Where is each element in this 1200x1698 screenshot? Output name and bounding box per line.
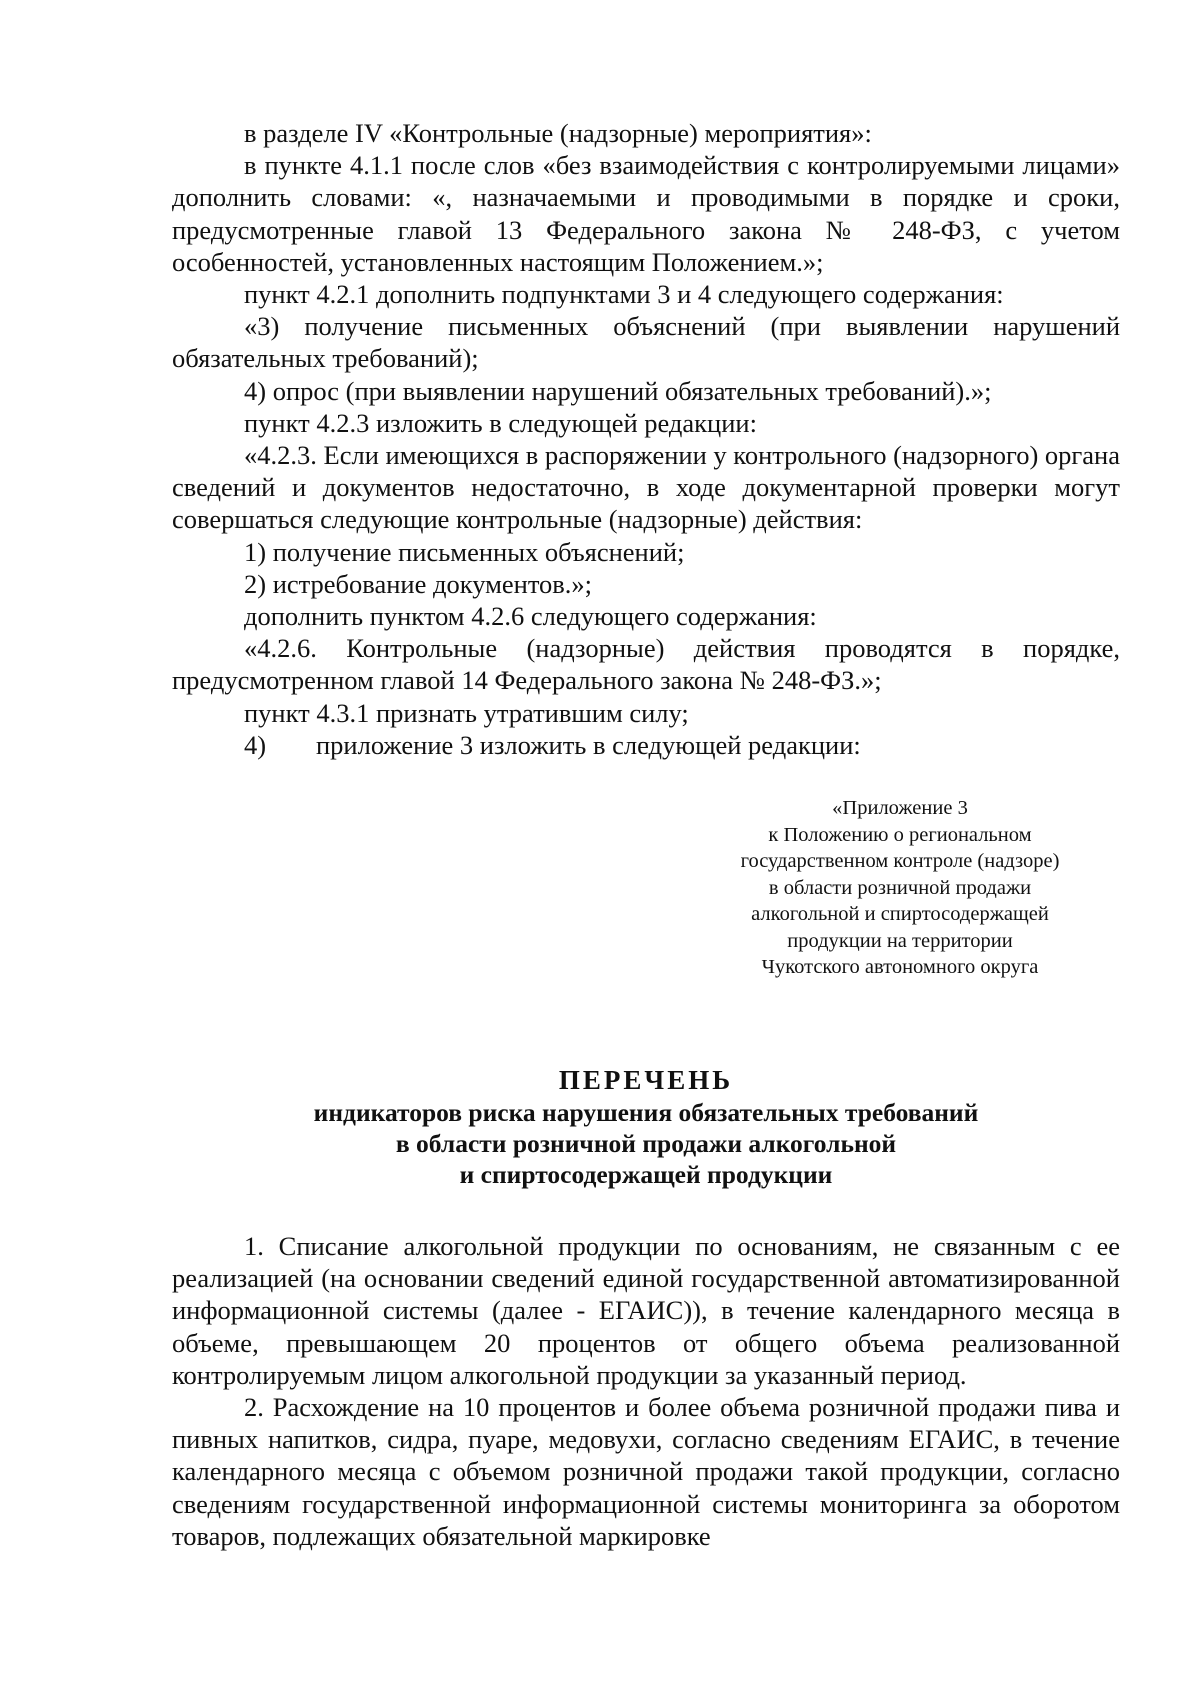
paragraph: пункт 4.2.1 дополнить подпунктами 3 и 4 следующего содержания:	[244, 279, 1004, 310]
paragraph: дополнить пунктом 4.2.6 следующего содержания:	[244, 601, 817, 632]
paragraph: в пункте 4.1.1 после слов «без взаимодействия с контролируемыми лицами» дополнить словами: «, назначаемыми и проводимыми в порядке и сроки, предусмотренные главой 13 Федерального закона № 248-ФЗ, с учетом особенностей, установленных настоящим Положением.»;	[172, 150, 1120, 277]
appendix-line: продукции на территории	[787, 929, 1013, 952]
appendix-line: к Положению о региональном	[768, 823, 1032, 846]
list-item: 2. Расхождение на 10 процентов и более объема розничной продажи пива и пивных напитков, сидра, пуаре, медовухи, согласно сведениям ЕГАИС, в течение календарного месяца с объемом розничной продажи такой продукции, согласно сведениям государственной информационной системы мониторинга за оборотом товаров, подлежащих обязательной маркировке	[172, 1392, 1120, 1551]
amendments-text	[172, 117, 1120, 761]
paragraph: пункт 4.2.3 изложить в следующей редакции:	[244, 407, 757, 438]
heading-line: индикаторов риска нарушения обязательных требований	[313, 1098, 979, 1127]
appendix-caption	[700, 795, 1100, 981]
paragraph: «4.2.3. Если имеющихся в распоряжении у контрольного (надзорного) органа сведений и документов недостаточно, в ходе документарной проверки могут совершаться следующие контрольные (надзорные) действия:	[172, 440, 1120, 535]
item-number: 4)	[244, 729, 267, 760]
appendix-line: Чукотского автономного округа	[761, 956, 1039, 978]
heading-line: в области розничной продажи алкогольной	[395, 1129, 897, 1158]
heading-line: и спиртосодержащей продукции	[459, 1160, 833, 1189]
paragraph: 2) истребование документов.»;	[244, 568, 593, 599]
paragraph: «3) получение письменных объяснений (при выявлении нарушений обязательных требований);	[172, 311, 1120, 374]
risk-indicators-list	[172, 1230, 1120, 1552]
appendix-line: государственном контроле (надзоре)	[740, 850, 1060, 872]
document-heading	[172, 1063, 1120, 1190]
paragraph: «4.2.6. Контрольные (надзорные) действия проводятся в порядке, предусмотренном главой 14 Федерального закона № 248-ФЗ.»;	[172, 633, 1120, 696]
paragraph-item-4	[172, 729, 1120, 761]
appendix-line: в области розничной продажи	[768, 876, 1032, 899]
appendix-line: алкогольной и спиртосодержащей	[751, 903, 1049, 925]
appendix-line: «Приложение 3	[832, 797, 968, 819]
heading-title: ПЕРЕЧЕНЬ	[558, 1065, 734, 1095]
paragraph: 4) опрос (при выявлении нарушений обязательных требований).»;	[244, 375, 992, 406]
list-item: 1. Списание алкогольной продукции по основаниям, не связанным с ее реализацией (на основании сведений единой государственной автоматизированной информационной системы (далее - ЕГАИС)), в течение календарного месяца в объеме, превышающем 20 процентов от общего объема реализованной контролируемым лицом алкогольной продукции за указанный период.	[172, 1231, 1120, 1390]
paragraph: в разделе IV «Контрольные (надзорные) мероприятия»:	[244, 118, 872, 148]
paragraph: пункт 4.3.1 признать утратившим силу;	[244, 697, 689, 728]
item-text: приложение 3 изложить в следующей редакции:	[316, 729, 861, 760]
paragraph: 1) получение письменных объяснений;	[244, 536, 685, 567]
